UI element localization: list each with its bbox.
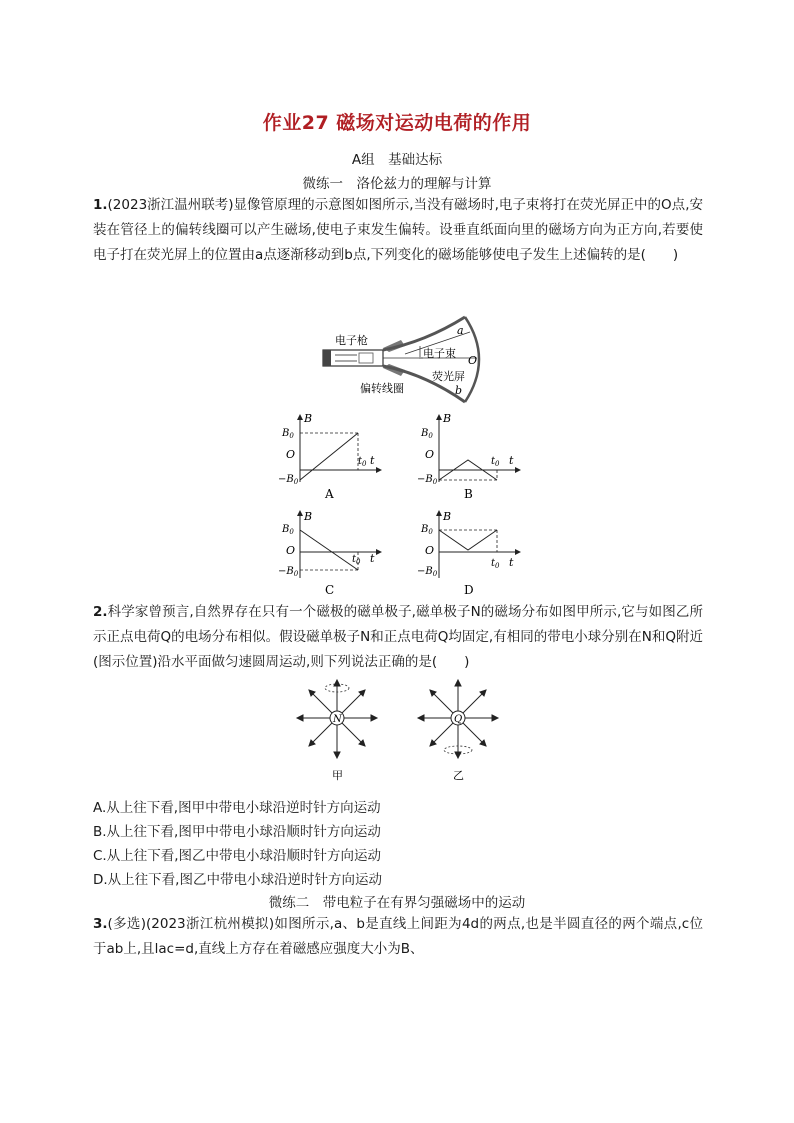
svg-text:−B0 [417, 566, 438, 578]
question-1-text: (2023浙江温州联考)显像管原理的示意图如图所示,当没有磁场时,电子束将打在荧光屏正中的O点,安装在管径上的偏转线圈可以产生磁场,使电子束发生偏转。设垂直纸面向里的磁场方向为正方向,若要使电子打在荧光屏上的位置由a点逐渐移动到b点,下列变化的磁场能够使电子发生上述偏转的是( ) [93, 197, 703, 263]
graph-a-axis-b: B [304, 412, 313, 425]
graph-option-d [417, 508, 527, 606]
question-1 [93, 193, 703, 268]
q2-option-d: D.从上往下看,图乙中带电小球沿逆时针方向运动 [93, 872, 382, 888]
graph-b-b0: B [421, 428, 429, 439]
graph-b-t0: t [491, 456, 496, 467]
label-screen: 荧光屏 [432, 370, 465, 383]
question-2-text: 科学家曾预言,自然界存在只有一个磁极的磁单极子,磁单极子N的磁场分布如图甲所示,它与如图乙所示正点电荷Q的电场分布相似。假设磁单极子N和正点电荷Q均固定,有相同的带电小球分别在N和Q附近(图示位置)沿水平面做匀速圆周运动,则下列说法正确的是( ) [93, 604, 703, 670]
graph-b-axis-b: B [443, 412, 452, 425]
label-deflection-coil: 偏转线圈 [360, 382, 404, 395]
group-heading: A组 基础达标 [351, 152, 443, 168]
option-label-b: B [464, 487, 473, 501]
label-point-b: b [455, 384, 463, 397]
crt-diagram [315, 312, 495, 412]
graph-b-axis-t: t [509, 454, 514, 467]
graph-a-origin: O [286, 448, 296, 461]
graph-d-axis-b: B [443, 510, 452, 523]
q2-option-a: A.从上往下看,图甲中带电小球沿逆时针方向运动 [93, 800, 381, 816]
svg-text:−B0 [278, 566, 299, 578]
question-3 [93, 912, 703, 962]
graph-a-neg-b0: −B [278, 474, 294, 485]
section-heading-1: 微练一 洛伦兹力的理解与计算 [302, 176, 492, 192]
graph-option-a [278, 412, 388, 510]
graph-a-t0-sub: 0 [362, 460, 367, 468]
graph-c-t0-sub: 0 [356, 558, 361, 566]
figure-label-jia: 甲 [332, 769, 343, 782]
figure-jia-monopole [292, 678, 382, 784]
graph-option-b [417, 412, 527, 510]
graph-a-t0: t [358, 456, 363, 467]
graph-c-origin: O [286, 544, 296, 557]
graph-c-b0-sub: 0 [289, 528, 294, 536]
svg-text:−B0 [417, 474, 438, 486]
svg-text:B0 [281, 524, 294, 536]
graph-a-b0-sub: 0 [289, 432, 294, 440]
graph-d-t0: t [491, 558, 496, 569]
question-3-text: (多选)(2023浙江杭州模拟)如图所示,a、b是直线上间距为4d的两点,也是半圆直径的两个端点,c位于ab上,且lac=d,直线上方存在着磁感应强度大小为B、 [93, 916, 703, 957]
graph-d-b0: B [421, 524, 429, 535]
graph-b-neg-b0-sub: 0 [432, 478, 438, 486]
question-1-number: 1. [93, 197, 108, 213]
graph-c-neg-b0-sub: 0 [293, 570, 299, 578]
option-label-c: C [325, 583, 335, 597]
label-point-o: O [468, 354, 478, 367]
section-heading-2: 微练二 带电粒子在有界匀强磁场中的运动 [268, 895, 526, 911]
option-label-a: A [325, 487, 334, 501]
graph-d-neg-b0: −B [417, 566, 433, 577]
svg-text:t0 [358, 456, 367, 468]
svg-text:B0 [281, 428, 294, 440]
graph-c-b0: B [282, 524, 290, 535]
svg-text:−B0 [278, 474, 299, 486]
figure-yi-point-charge [413, 678, 503, 784]
graph-b-b0-sub: 0 [428, 432, 433, 440]
label-charge-q: Q [454, 714, 463, 725]
graph-d-t0-sub: 0 [495, 562, 500, 570]
graph-c-neg-b0: −B [278, 566, 294, 577]
svg-text:t0 [491, 456, 500, 468]
question-2 [93, 600, 703, 675]
graph-c-t0: t [352, 554, 357, 565]
graph-a-b0: B [282, 428, 290, 439]
page-title: 作业27 磁场对运动电荷的作用 [262, 112, 532, 134]
graph-b-neg-b0: −B [417, 474, 433, 485]
label-monopole-n: N [333, 714, 342, 725]
graph-d-neg-b0-sub: 0 [432, 570, 438, 578]
graph-b-origin: O [425, 448, 435, 461]
option-label-d: D [464, 583, 474, 597]
q2-option-c: C.从上往下看,图乙中带电小球沿顺时针方向运动 [93, 848, 382, 864]
label-point-a: a [457, 324, 464, 337]
svg-text:B0 [420, 428, 433, 440]
graph-option-c [278, 508, 388, 606]
graph-c-axis-b: B [304, 510, 313, 523]
graph-c-axis-t: t [370, 552, 375, 565]
question-3-number: 3. [93, 916, 108, 932]
graph-a-axis-t: t [370, 454, 375, 467]
q2-option-b: B.从上往下看,图甲中带电小球沿顺时针方向运动 [93, 824, 381, 840]
svg-text:t0 [352, 554, 361, 566]
svg-text:B0 [420, 524, 433, 536]
label-electron-beam: 电子束 [423, 347, 456, 360]
figure-label-yi: 乙 [453, 769, 464, 782]
graph-b-t0-sub: 0 [495, 460, 500, 468]
question-2-number: 2. [93, 604, 108, 620]
graph-d-b0-sub: 0 [428, 528, 433, 536]
graph-a-neg-b0-sub: 0 [293, 478, 299, 486]
svg-text:t0 [491, 558, 500, 570]
label-electron-gun: 电子枪 [335, 334, 368, 347]
graph-d-origin: O [425, 544, 435, 557]
graph-d-axis-t: t [509, 556, 514, 569]
